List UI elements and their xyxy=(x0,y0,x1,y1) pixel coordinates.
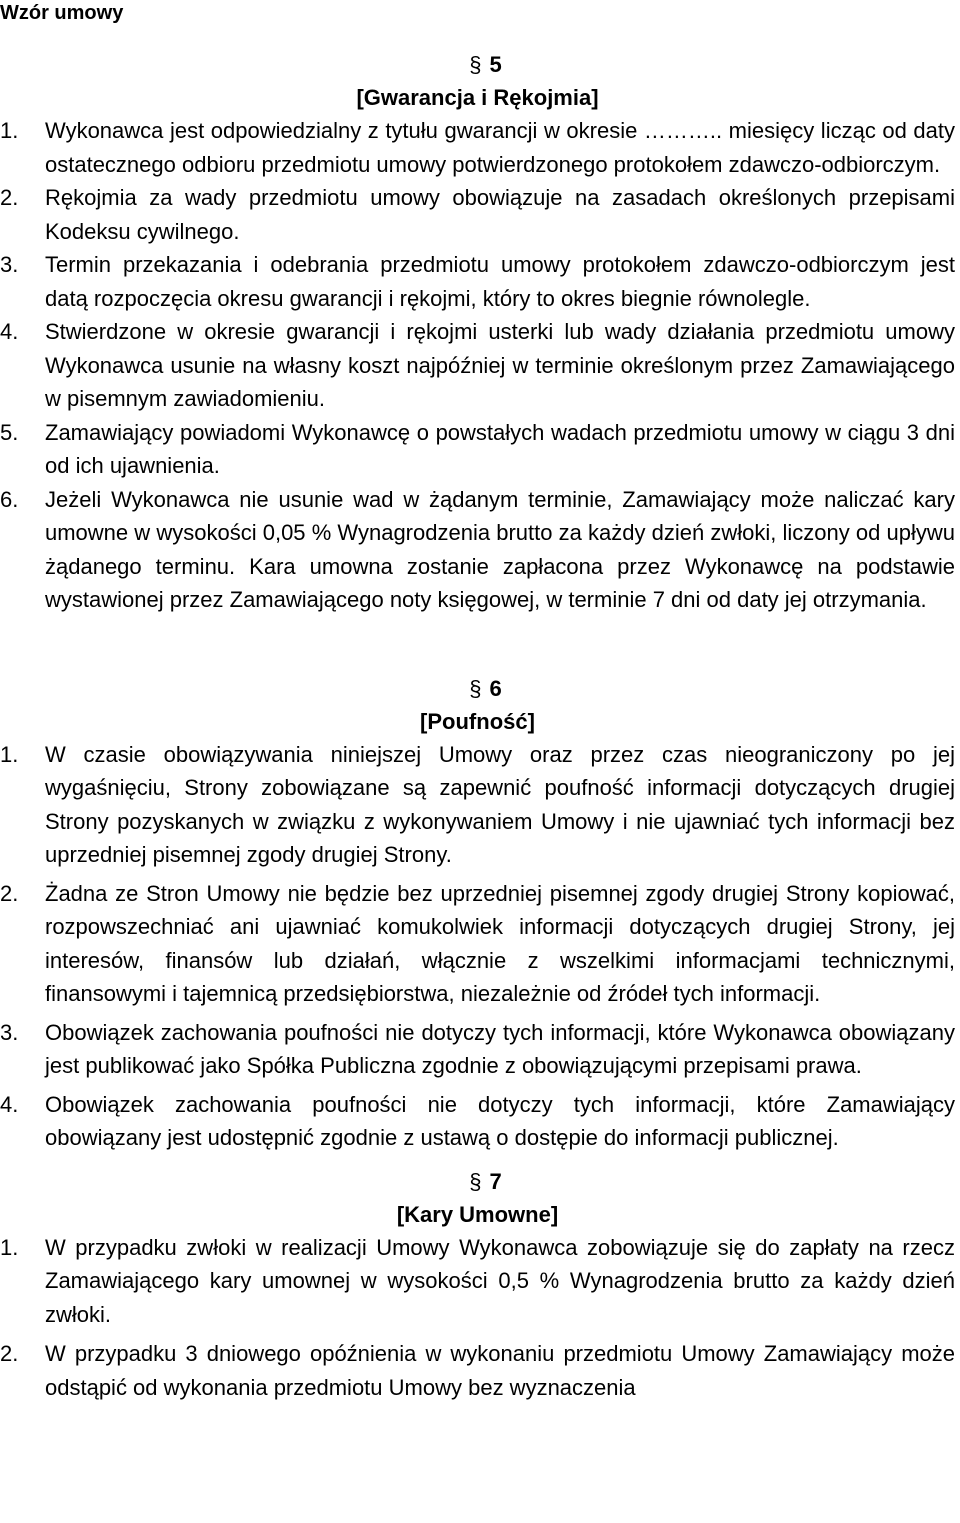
clause-number: 6. xyxy=(0,486,19,512)
clause-text: Wykonawca jest odpowiedzialny z tytułu gwarancji w okresie ……….. miesięcy licząc od daty ostatecznego odbioru przedmiotu umowy potwierdzonego protokołem zdawczo-odbiorczym. xyxy=(45,118,955,177)
clause-number: 2. xyxy=(0,880,19,906)
clause-list xyxy=(0,738,955,1155)
clause-text: Jeżeli Wykonawca nie usunie wad w żądanym terminie, Zamawiający może naliczać kary umowne w wysokości 0,05 % Wynagrodzenia brutto za każdy dzień zwłoki, liczony od upływu żądanego terminu. Kara umowna zostanie zapłacona przez Wykonawcę na podstawie wystawionej przez Zamawiającego noty księgowej, w terminie 7 dni od daty jej otrzymania. xyxy=(45,486,955,612)
clause-text: W przypadku 3 dniowego opóźnienia w wykonaniu przedmiotu Umowy Zamawiający może odstąpić od wykonania przedmiotu Umowy bez wyznaczenia xyxy=(45,1341,955,1400)
clause xyxy=(0,1337,955,1404)
section-number: 6 xyxy=(489,675,502,701)
clause xyxy=(0,1088,955,1155)
section-5 xyxy=(0,48,955,617)
clause-text: Zamawiający powiadomi Wykonawcę o powstałych wadach przedmiotu umowy w ciągu 3 dni od ich ujawnienia. xyxy=(45,419,955,478)
paragraph-sign: § xyxy=(469,52,482,77)
clause-number: 3. xyxy=(0,252,19,277)
section-title: [Gwarancja i Rękojmia] xyxy=(356,85,599,110)
clause-text: W czasie obowiązywania niniejszej Umowy oraz przez czas nieograniczony po jej wygaśnięciu, Strony zobowiązane są zapewnić poufność informacji dotyczących drugiej Strony pozyskanych w związku z wykonywaniem Umowy i nie ujawniać tych informacji bez uprzedniej pisemnej zgody drugiej Strony. xyxy=(45,741,955,867)
clause-number: 1. xyxy=(0,1234,19,1260)
clause xyxy=(0,181,955,248)
clause-list xyxy=(0,114,955,617)
clause-number: 5. xyxy=(0,419,19,445)
document-label: Wzór umowy xyxy=(0,2,124,24)
clause-text: Obowiązek zachowania poufności nie dotyczy tych informacji, które Wykonawca obowiązany jest publikować jako Spółka Publiczna zgodnie z obowiązującymi przepisami prawa. xyxy=(45,1019,955,1078)
document-body xyxy=(0,48,955,1410)
clause xyxy=(0,1016,955,1083)
clause xyxy=(0,877,955,1011)
clause xyxy=(0,248,955,315)
section-title: [Kary Umowne] xyxy=(396,1201,559,1227)
section-heading xyxy=(0,48,955,114)
paragraph-sign: § xyxy=(469,1168,482,1194)
clause-number: 2. xyxy=(0,1341,19,1366)
section-heading xyxy=(0,672,955,738)
clause-text: Obowiązek zachowania poufności nie dotyczy tych informacji, które Zamawiający obowiązany jest udostępnić zgodnie z ustawą o dostępie do informacji publicznej. xyxy=(45,1091,955,1150)
clause-text: W przypadku zwłoki w realizacji Umowy Wykonawca zobowiązuje się do zapłaty na rzecz Zamawiającego kary umownej w wysokości 0,5 % Wynagrodzenia brutto za każdy dzień zwłoki. xyxy=(45,1234,955,1327)
clause-number: 4. xyxy=(0,1091,19,1117)
clause-list xyxy=(0,1231,955,1405)
section-number: 5 xyxy=(489,52,502,77)
clause-number: 3. xyxy=(0,1019,19,1045)
section-title: [Poufność] xyxy=(420,708,535,734)
clause-number: 4. xyxy=(0,319,19,344)
clause-text: Rękojmia za wady przedmiotu umowy obowiązuje na zasadach określonych przepisami Kodeksu cywilnego. xyxy=(45,185,955,244)
clause xyxy=(0,315,955,416)
section-6 xyxy=(0,672,955,1155)
clause-number: 1. xyxy=(0,118,19,143)
paragraph-sign: § xyxy=(469,675,482,701)
clause xyxy=(0,114,955,181)
clause xyxy=(0,738,955,872)
clause xyxy=(0,1231,955,1332)
clause-text: Żadna ze Stron Umowy nie będzie bez uprzedniej pisemnej zgody drugiej Strony kopiować, rozpowszechniać ani ujawniać komukolwiek informacji dotyczących drugiej Strony, jej interesów, finansów lub działań, włącznie z wszelkimi informacjami technicznymi, finansowymi i tajemnicą przedsiębiorstwa, niezależnie od źródeł tych informacji. xyxy=(45,880,955,1006)
section-heading xyxy=(0,1165,955,1231)
clause-number: 1. xyxy=(0,741,19,767)
section-7 xyxy=(0,1165,955,1405)
clause xyxy=(0,416,955,483)
section-number: 7 xyxy=(489,1168,502,1194)
clause xyxy=(0,483,955,617)
clause-text: Termin przekazania i odebrania przedmiotu umowy protokołem zdawczo-odbiorczym jest datą rozpoczęcia okresu gwarancji i rękojmi, który to okres biegnie równolegle. xyxy=(45,252,955,311)
clause-number: 2. xyxy=(0,185,19,210)
clause-text: Stwierdzone w okresie gwarancji i rękojmi usterki lub wady działania przedmiotu umowy Wykonawca usunie na własny koszt najpóźniej w terminie określonym przez Zamawiającego w pisemnym zawiadomieniu. xyxy=(45,319,955,411)
